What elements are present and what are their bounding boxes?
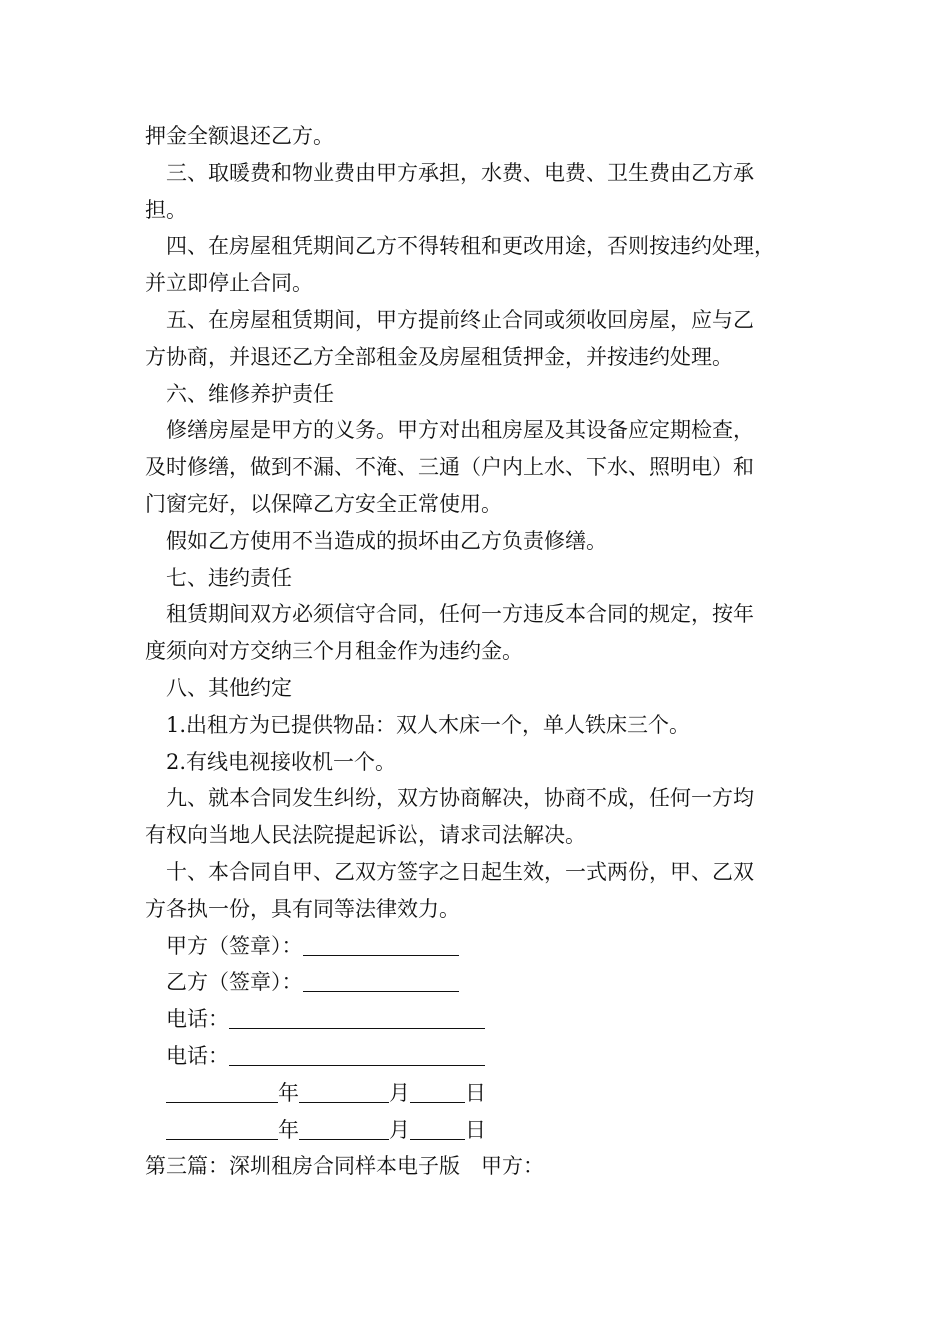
clause-4-line-1: 四、在房屋租凭期间乙方不得转租和更改用途，否则按违约处理，: [166, 234, 775, 259]
contract-text: [145, 118, 810, 1185]
year-label-1: 年: [278, 1080, 299, 1105]
party-b-signature-blank: [303, 967, 459, 992]
next-contract-heading: 第三篇：深圳租房合同样本电子版 甲方：: [145, 1154, 544, 1179]
phone-label-2: 电话：: [166, 1043, 229, 1068]
party-a-label: 甲方（签章）：: [166, 933, 303, 958]
clause-4-line-2: 并立即停止合同。: [145, 271, 313, 296]
section-8-heading: 八、其他约定: [166, 675, 292, 700]
clause-9-line-2: 有权向当地人民法院提起诉讼，请求司法解决。: [145, 823, 586, 848]
clause-5-line-1: 五、在房屋租赁期间，甲方提前终止合同或须收回房屋，应与乙: [166, 307, 754, 332]
clause-5-line-2: 方协商，并退还乙方全部租金及房屋租赁押金，并按违约处理。: [145, 344, 733, 369]
text-line: 押金全额退还乙方。: [145, 124, 334, 148]
day-blank-1: [410, 1078, 465, 1103]
section-8-item-1: 1.出租方为已提供物品：双人木床一个，单人铁床三个。: [166, 712, 691, 737]
section-7-heading: 七、违约责任: [166, 565, 292, 590]
clause-3-line-1: 三、取暖费和物业费由甲方承担，水费、电费、卫生费由乙方承: [166, 160, 754, 185]
clause-3-line-2: 担。: [145, 197, 187, 222]
day-label-2: 日: [465, 1117, 486, 1142]
month-label-1: 月: [389, 1080, 410, 1105]
clause-10-line-2: 方各执一份，具有同等法律效力。: [145, 896, 460, 921]
date-line-1: [145, 1075, 810, 1112]
signature-block: [145, 928, 810, 1149]
party-a-signature-blank: [303, 931, 459, 956]
clause-10-line-1: 十、本合同自甲、乙双方签字之日起生效，一式两份，甲、乙双: [166, 859, 754, 884]
year-blank-1: [166, 1078, 278, 1103]
phone-label-1: 电话：: [166, 1007, 229, 1032]
month-label-2: 月: [389, 1117, 410, 1142]
section-7-line-1: 租赁期间双方必须信守合同，任何一方违反本合同的规定，按年: [166, 602, 754, 627]
clause-9-line-1: 九、就本合同发生纠纷，双方协商解决，协商不成，任何一方均: [166, 786, 754, 811]
phone-line-2: [145, 1038, 810, 1075]
section-7-line-2: 度须向对方交纳三个月租金作为违约金。: [145, 639, 523, 664]
section-6-line-3: 门窗完好，以保障乙方安全正常使用。: [145, 491, 502, 516]
party-a-signature-line: [145, 928, 810, 965]
date-line-2: [145, 1112, 810, 1149]
party-b-label: 乙方（签章）：: [166, 970, 303, 995]
section-6-line-1: 修缮房屋是甲方的义务。甲方对出租房屋及其设备应定期检查，: [166, 418, 754, 443]
section-6-line-2: 及时修缮，做到不漏、不淹、三通（户内上水、下水、照明电）和: [145, 455, 754, 480]
section-8-item-2: 2.有线电视接收机一个。: [166, 749, 397, 774]
month-blank-1: [299, 1078, 389, 1103]
phone-blank-2: [229, 1041, 485, 1066]
section-6-heading: 六、维修养护责任: [166, 381, 334, 406]
day-label-1: 日: [465, 1080, 486, 1105]
phone-line-1: [145, 1001, 810, 1038]
year-label-2: 年: [278, 1117, 299, 1142]
year-blank-2: [166, 1115, 278, 1140]
phone-blank-1: [229, 1004, 485, 1029]
day-blank-2: [410, 1115, 465, 1140]
party-b-signature-line: [145, 964, 810, 1001]
section-6-line-4: 假如乙方使用不当造成的损坏由乙方负责修缮。: [166, 528, 607, 553]
month-blank-2: [299, 1115, 389, 1140]
